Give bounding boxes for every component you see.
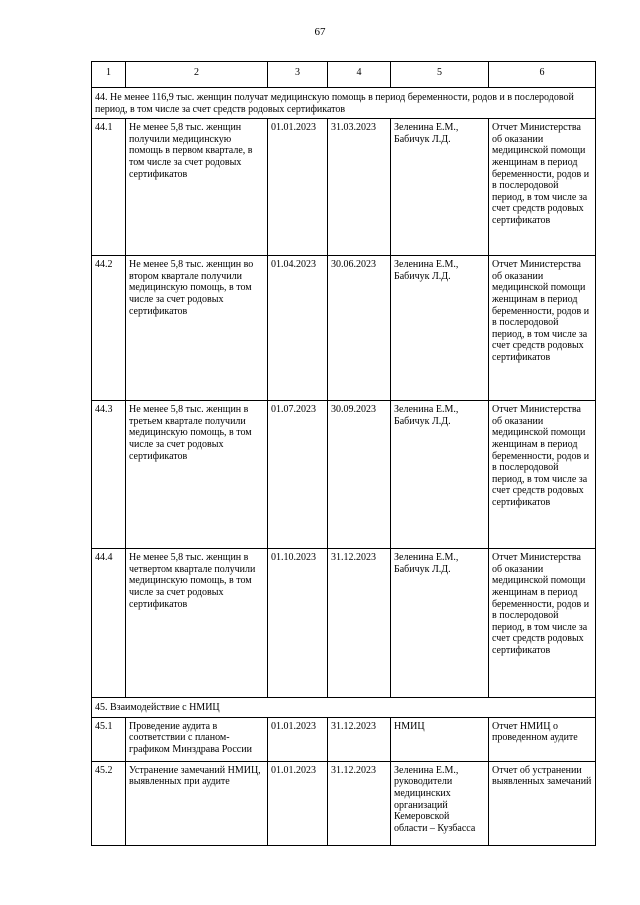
section-title: 45. Взаимодействие с НМИЦ — [92, 698, 596, 718]
column-header: 1 — [92, 62, 126, 88]
row-number: 44.2 — [92, 256, 126, 401]
section-row-44 — [92, 88, 596, 119]
task-cell: Устранение замечаний НМИЦ, выявленных при аудите — [126, 761, 268, 845]
start-date-cell: 01.01.2023 — [268, 717, 328, 761]
table-row — [92, 549, 596, 698]
result-cell: Отчет НМИЦ о проведенном аудите — [489, 717, 596, 761]
section-title: 44. Не менее 116,9 тыс. женщин получат медицинскую помощь в период беременности, родов и в послеродовой период, в том числе за счет средств родовых сертификатов — [92, 88, 596, 119]
start-date-cell: 01.01.2023 — [268, 119, 328, 256]
result-cell: Отчет Министерства об оказании медицинской помощи женщинам в период беременности, родов и в послеродовой период, в том числе за счет средств родовых сертификатов — [489, 256, 596, 401]
responsible-cell: Зеленина Е.М., руководители медицинских организаций Кемеровской области – Кузбасса — [391, 761, 489, 845]
plan-table — [91, 61, 596, 846]
column-header: 4 — [328, 62, 391, 88]
end-date-cell: 30.06.2023 — [328, 256, 391, 401]
task-cell: Не менее 5,8 тыс. женщин во втором квартале получили медицинскую помощь, в том числе за счет родовых сертификатов — [126, 256, 268, 401]
table-row — [92, 717, 596, 761]
row-number: 44.3 — [92, 401, 126, 549]
end-date-cell: 31.12.2023 — [328, 717, 391, 761]
row-number: 45.1 — [92, 717, 126, 761]
task-cell: Не менее 5,8 тыс. женщин в третьем квартале получили медицинскую помощь, в том числе за счет родовых сертификатов — [126, 401, 268, 549]
task-cell: Не менее 5,8 тыс. женщин получили медицинскую помощь в первом квартале, в том числе за счет родовых сертификатов — [126, 119, 268, 256]
result-cell: Отчет об устранении выявленных замечаний — [489, 761, 596, 845]
result-cell: Отчет Министерства об оказании медицинской помощи женщинам в период беременности, родов и в послеродовой период, в том числе за счет средств родовых сертификатов — [489, 549, 596, 698]
start-date-cell: 01.10.2023 — [268, 549, 328, 698]
column-header: 6 — [489, 62, 596, 88]
start-date-cell: 01.01.2023 — [268, 761, 328, 845]
end-date-cell: 31.03.2023 — [328, 119, 391, 256]
responsible-cell: Зеленина Е.М., Бабичук Л.Д. — [391, 119, 489, 256]
end-date-cell: 31.12.2023 — [328, 549, 391, 698]
section-row-45 — [92, 698, 596, 718]
table-header-row — [92, 62, 596, 88]
responsible-cell: Зеленина Е.М., Бабичук Л.Д. — [391, 549, 489, 698]
table-row — [92, 119, 596, 256]
result-cell: Отчет Министерства об оказании медицинской помощи женщинам в период беременности, родов и в послеродовой период, в том числе за счет средств родовых сертификатов — [489, 119, 596, 256]
responsible-cell: Зеленина Е.М., Бабичук Л.Д. — [391, 256, 489, 401]
start-date-cell: 01.07.2023 — [268, 401, 328, 549]
column-header: 2 — [126, 62, 268, 88]
row-number: 44.4 — [92, 549, 126, 698]
page-number: 67 — [314, 26, 326, 38]
task-cell: Проведение аудита в соответствии с планом-графиком Минздрава России — [126, 717, 268, 761]
start-date-cell: 01.04.2023 — [268, 256, 328, 401]
result-cell: Отчет Министерства об оказании медицинской помощи женщинам в период беременности, родов и в послеродовой период, в том числе за счет средств родовых сертификатов — [489, 401, 596, 549]
end-date-cell: 30.09.2023 — [328, 401, 391, 549]
end-date-cell: 31.12.2023 — [328, 761, 391, 845]
table-row — [92, 401, 596, 549]
responsible-cell: Зеленина Е.М., Бабичук Л.Д. — [391, 401, 489, 549]
column-header: 5 — [391, 62, 489, 88]
table-row — [92, 256, 596, 401]
row-number: 45.2 — [92, 761, 126, 845]
responsible-cell: НМИЦ — [391, 717, 489, 761]
task-cell: Не менее 5,8 тыс. женщин в четвертом квартале получили медицинскую помощь, в том числе за счет родовых сертификатов — [126, 549, 268, 698]
column-header: 3 — [268, 62, 328, 88]
table-row — [92, 761, 596, 845]
row-number: 44.1 — [92, 119, 126, 256]
